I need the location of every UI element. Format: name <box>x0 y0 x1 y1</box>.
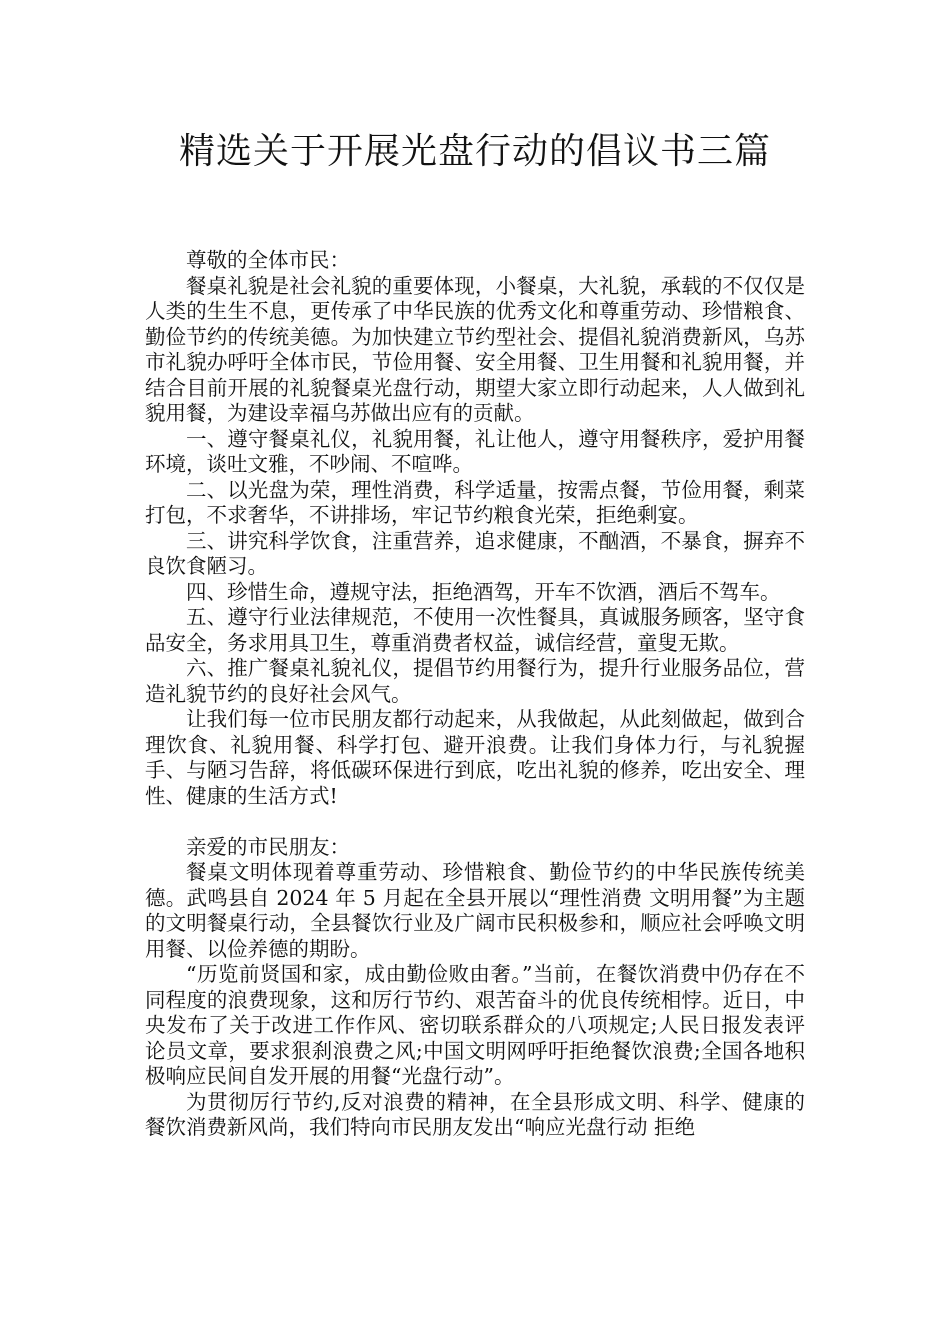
paragraph: 餐桌礼貌是社会礼貌的重要体现，小餐桌，大礼貌，承载的不仅仅是人类的生生不息，更传承了中华民族的优秀文化和尊重劳动、珍惜粮食、勤俭节约的传统美德。为加快建立节约型社会、提倡礼貌消费新风，乌苏市礼貌办呼吁全体市民，节俭用餐、安全用餐、卫生用餐和礼貌用餐，并结合目前开展的礼貌餐桌光盘行动，期望大家立即行动起来，人人做到礼貌用餐，为建设幸福乌苏做出应有的贡献。 <box>145 273 805 425</box>
paragraph: 二、以光盘为荣，理性消费，科学适量，按需点餐，节俭用餐，剩菜打包，不求奢华，不讲排场，牢记节约粮食光荣，拒绝剩宴。 <box>145 477 805 527</box>
salutation-1: 尊敬的全体市民： <box>186 248 350 272</box>
paragraph: 让我们每一位市民朋友都行动起来，从我做起，从此刻做起，做到合理饮食、礼貌用餐、科学打包、避开浪费。让我们身体力行，与礼貌握手、与陋习告辞，将低碳环保进行到底，吃出礼貌的修养，吃出安全、理性、健康的生活方式! <box>145 707 805 808</box>
paragraph: 三、讲究科学饮食，注重营养，追求健康，不酗酒，不暴食，摒弃不良饮食陋习。 <box>145 528 805 578</box>
paragraph: 一、遵守餐桌礼仪，礼貌用餐，礼让他人，遵守用餐秩序，爱护用餐环境，谈吐文雅，不吵闹、不喧哗。 <box>145 426 805 476</box>
section-gap <box>145 809 805 835</box>
document-body <box>145 248 805 1141</box>
paragraph: 四、珍惜生命，遵规守法，拒绝酒驾，开车不饮酒，酒后不驾车。 <box>186 579 781 604</box>
paragraph: 为贯彻厉行节约,反对浪费的精神，在全县形成文明、科学、健康的餐饮消费新风尚，我们特向市民朋友发出“响应光盘行动 拒绝 <box>145 1089 805 1139</box>
salutation-2: 亲爱的市民朋友： <box>186 834 350 859</box>
paragraph: “历览前贤国和家，成由勤俭败由奢。”当前，在餐饮消费中仍存在不同程度的浪费现象，这和厉行节约、艰苦奋斗的优良传统相悖。近日，中央发布了关于改进工作作风、密切联系群众的八项规定;人民日报发表评论员文章，要求狠刹浪费之风;中国文明网呼吁拒绝餐饮浪费;全国各地积极响应民间自发开展的用餐“光盘行动”。 <box>145 962 805 1088</box>
paragraph: 餐桌文明体现着尊重劳动、珍惜粮食、勤俭节约的中华民族传统美德。武鸣县自 2024 年 5 月起在全县开展以“理性消费 文明用餐”为主题的文明餐桌行动，全县餐饮行业及广阔市民积极参和，顺应社会呼唤文明用餐、以俭养德的期盼。 <box>145 860 805 961</box>
paragraph: 五、遵守行业法律规范，不使用一次性餐具，真诚服务顾客，坚守食品安全，务求用具卫生，尊重消费者权益，诚信经营，童叟无欺。 <box>145 605 805 655</box>
paragraph: 六、推广餐桌礼貌礼仪，提倡节约用餐行为，提升行业服务品位，营造礼貌节约的良好社会风气。 <box>145 656 805 706</box>
document-title: 精选关于开展光盘行动的倡议书三篇 <box>178 131 771 172</box>
